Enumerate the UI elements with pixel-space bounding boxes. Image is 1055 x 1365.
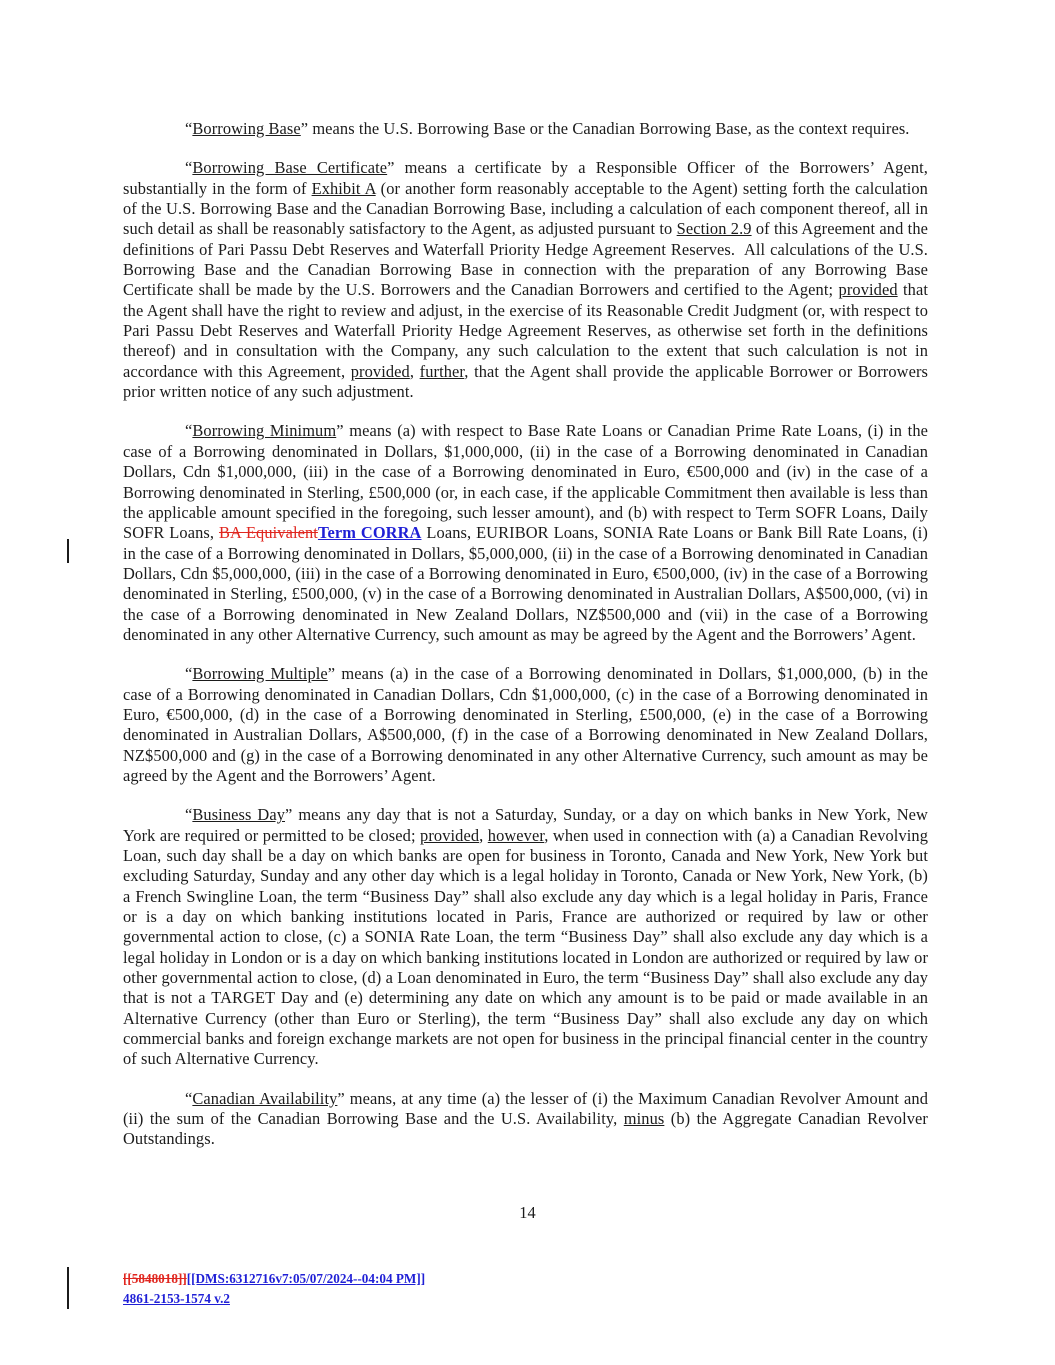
document-footer (123, 1269, 823, 1308)
footer-doc-id-line (123, 1289, 823, 1309)
text-segment-plain: , when used in connection with (a) a Canadian Revolving Loan, such day shall be a day on which banks are open for business in Toronto, Canada and New York, New York but excluding Saturday, Sunday and any other day which is a legal holiday in Toronto, Canada or New York, New York, (b) a French Swingline Loan, the term “Business Day” shall also exclude any day which is a legal holiday in Paris, France or is a day on which banking institutions located in Paris, France are authorized or required by law or other governmental action to close, (c) a SONIA Rate Loan, the term “Business Day” shall also exclude any day which is a legal holiday in London or is a day on which banking institutions located in London are authorized or required by law or other governmental action to close, (d) a Loan denominated in Euro, the term “Business Day” shall also exclude any day that is not a TARGET Day and (e) determining any date on which any amount is to be paid or made available in an Alternative Currency (other than Euro or Sterling), the term “Business Day” shall also exclude any day on which commercial banks and foreign exchange markets are not open for business in the principal financial center in the country of such Alternative Currency. (123, 825, 933, 1069)
definition-business-day (123, 805, 933, 1069)
text-segment-plain: that the Agent shall have the right to review and adjust, in the exercise of its Reasonable Credit Judgment (or, with respect to Pari Passu Debt Reserves and Waterfall Priority Hedge Agreement Reserves, as otherwise set forth in the definitions thereof) and in consultation with the Company, any such calculation to the extent that such calculation is not in accordance with this Agreement, (123, 280, 933, 381)
text-segment-underline: Canadian Availability (192, 1088, 338, 1108)
definition-borrowing-multiple (123, 664, 933, 786)
text-segment-plain: of this Agreement and the definitions of Pari Passu Debt Reserves and Waterfall Priority Hedge Agreement Reserves. All calculations of the U.S. Borrowing Base and the Canadian Borrowing Base in connection with the preparation of any Borrowing Base Certificate shall be made by the U.S. Borrowers and the Canadian Borrowers and certified to the Agent; (123, 219, 933, 300)
text-segment-plain: , (409, 361, 420, 381)
text-segment-underline: Borrowing Multiple (192, 664, 328, 684)
text-segment-underline: provided (838, 280, 898, 300)
text-segment-underline: provided (350, 361, 410, 381)
text-segment-underline: provided (420, 825, 480, 845)
text-segment-underline: however (487, 825, 545, 845)
text-segment-plain: “ (185, 805, 193, 825)
text-segment-plain: “ (185, 119, 193, 138)
text-segment-plain: (b) the Aggregate Canadian Revolver Outstandings. (123, 1109, 933, 1149)
text-segment-underline: minus (623, 1109, 665, 1129)
text-segment-plain: ” means a certificate by a Responsible Officer of the Borrowers’ Agent, substantially in the form of (123, 158, 933, 198)
text-segment-plain: , (479, 825, 488, 845)
footer-doc-stamp-line (123, 1269, 823, 1289)
text-segment-deletion: BA Equivalent (218, 523, 318, 543)
definition-borrowing-base-certificate (123, 158, 933, 402)
text-segment-plain: “ (185, 158, 193, 178)
text-segment-plain: ” means the U.S. Borrowing Base or the Canadian Borrowing Base, as the context requires. (300, 119, 910, 138)
revision-change-bar (67, 539, 69, 563)
revision-change-bar (67, 1267, 69, 1309)
text-segment-plain: , that the Agent shall provide the applicable Borrower or Borrowers prior written notice of any such adjustment. (123, 361, 933, 402)
text-segment-underline: further (419, 361, 465, 381)
definition-canadian-availability (123, 1088, 933, 1150)
text-segment-underline: Borrowing Base (192, 119, 301, 138)
text-segment-insertion: [[DMS:6312716v7:05/07/2024--04:04 PM]] (186, 1271, 426, 1286)
text-segment-underline: Borrowing Base Certificate (192, 158, 388, 178)
text-segment-underline: Section 2.9 (676, 219, 752, 239)
text-segment-plain: ” means (a) with respect to Base Rate Loans or Canadian Prime Rate Loans, (i) in the case of a Borrowing denominated in Dollars, $1,000,000, (ii) in the case of a Borrowing denominated in Canadian Dollars, Cdn $1,000,000, (iii) in the case of a Borrowing denominated in Euro, €500,000 and (iv) in the case of a Borrowing denominated in Sterling, £500,000 (or, in each case, if the applicable Commitment then available is less than the applicable amount specified in the foregoing, such lesser amount), and (b) with respect to Term SOFR Loans, Daily SOFR Loans, (123, 421, 933, 543)
definition-borrowing-base (123, 119, 928, 139)
text-segment-deletion: [[5848018]] (123, 1271, 187, 1286)
definition-borrowing-minimum (123, 421, 933, 645)
text-segment-plain: “ (185, 421, 193, 441)
text-segment-plain: “ (185, 664, 193, 684)
page-number: 14 (519, 1203, 536, 1222)
text-segment-plain: ” means any day that is not a Saturday, Sunday, or a day on which banks in New York, New York are required or permitted to be closed; (123, 805, 932, 845)
text-segment-plain: ” means, at any time (a) the lesser of (i) the Maximum Canadian Revolver Amount and (ii) the sum of the Canadian Borrowing Base and the U.S. Availability, (123, 1088, 933, 1129)
text-segment-plain: Loans, EURIBOR Loans, SONIA Rate Loans or Bank Bill Rate Loans, (i) in the case of a Borrowing denominated in Dollars, $5,000,000, (ii) in the case of a Borrowing denominated in Canadian Dollars, Cdn $5,000,000, (iii) in the case of a Borrowing denominated in Euro, €500,000, (iv) in the case of a Borrowing denominated in Sterling, £500,000, (v) in the case of a Borrowing denominated in Australian Dollars, A$500,000, (vi) in the case of a Borrowing denominated in New Zealand Dollars, NZ$500,000 and (vii) in the case of a Borrowing denominated in any other Alternative Currency, such amount as may be agreed by the Agent and the Borrowers’ Agent. (123, 523, 933, 644)
text-segment-underline: Exhibit A (311, 178, 376, 198)
text-segment-underline: Borrowing Minimum (192, 421, 337, 441)
text-segment-insertion: Term CORRA (317, 523, 422, 543)
document-body (123, 119, 933, 1150)
text-segment-plain: (or another form reasonably acceptable to the Agent) setting forth the calculation of the U.S. Borrowing Base and the Canadian Borrowing Base, including a calculation of each component thereof, all in such detail as shall be reasonably satisfactory to the Agent, as adjusted pursuant to (123, 178, 933, 239)
text-segment-plain: “ (185, 1088, 193, 1108)
text-segment-underline: Business Day (192, 805, 286, 825)
text-segment-plain: ” means (a) in the case of a Borrowing denominated in Dollars, $1,000,000, (b) in the case of a Borrowing denominated in Canadian Dollars, Cdn $1,000,000, (c) in the case of a Borrowing denominated in Euro, €500,000, (d) in the case of a Borrowing denominated in Sterling, £500,000, (e) in the case of a Borrowing denominated in Australian Dollars, A$500,000, (f) in the case of a Borrowing denominated in New Zealand Dollars, NZ$500,000 and (g) in the case of a Borrowing denominated in any other Alternative Currency, such amount as may be agreed by the Agent and the Borrowers’ Agent. (123, 664, 933, 785)
text-segment-insertion: 4861-2153-1574 v.2 (123, 1290, 230, 1306)
